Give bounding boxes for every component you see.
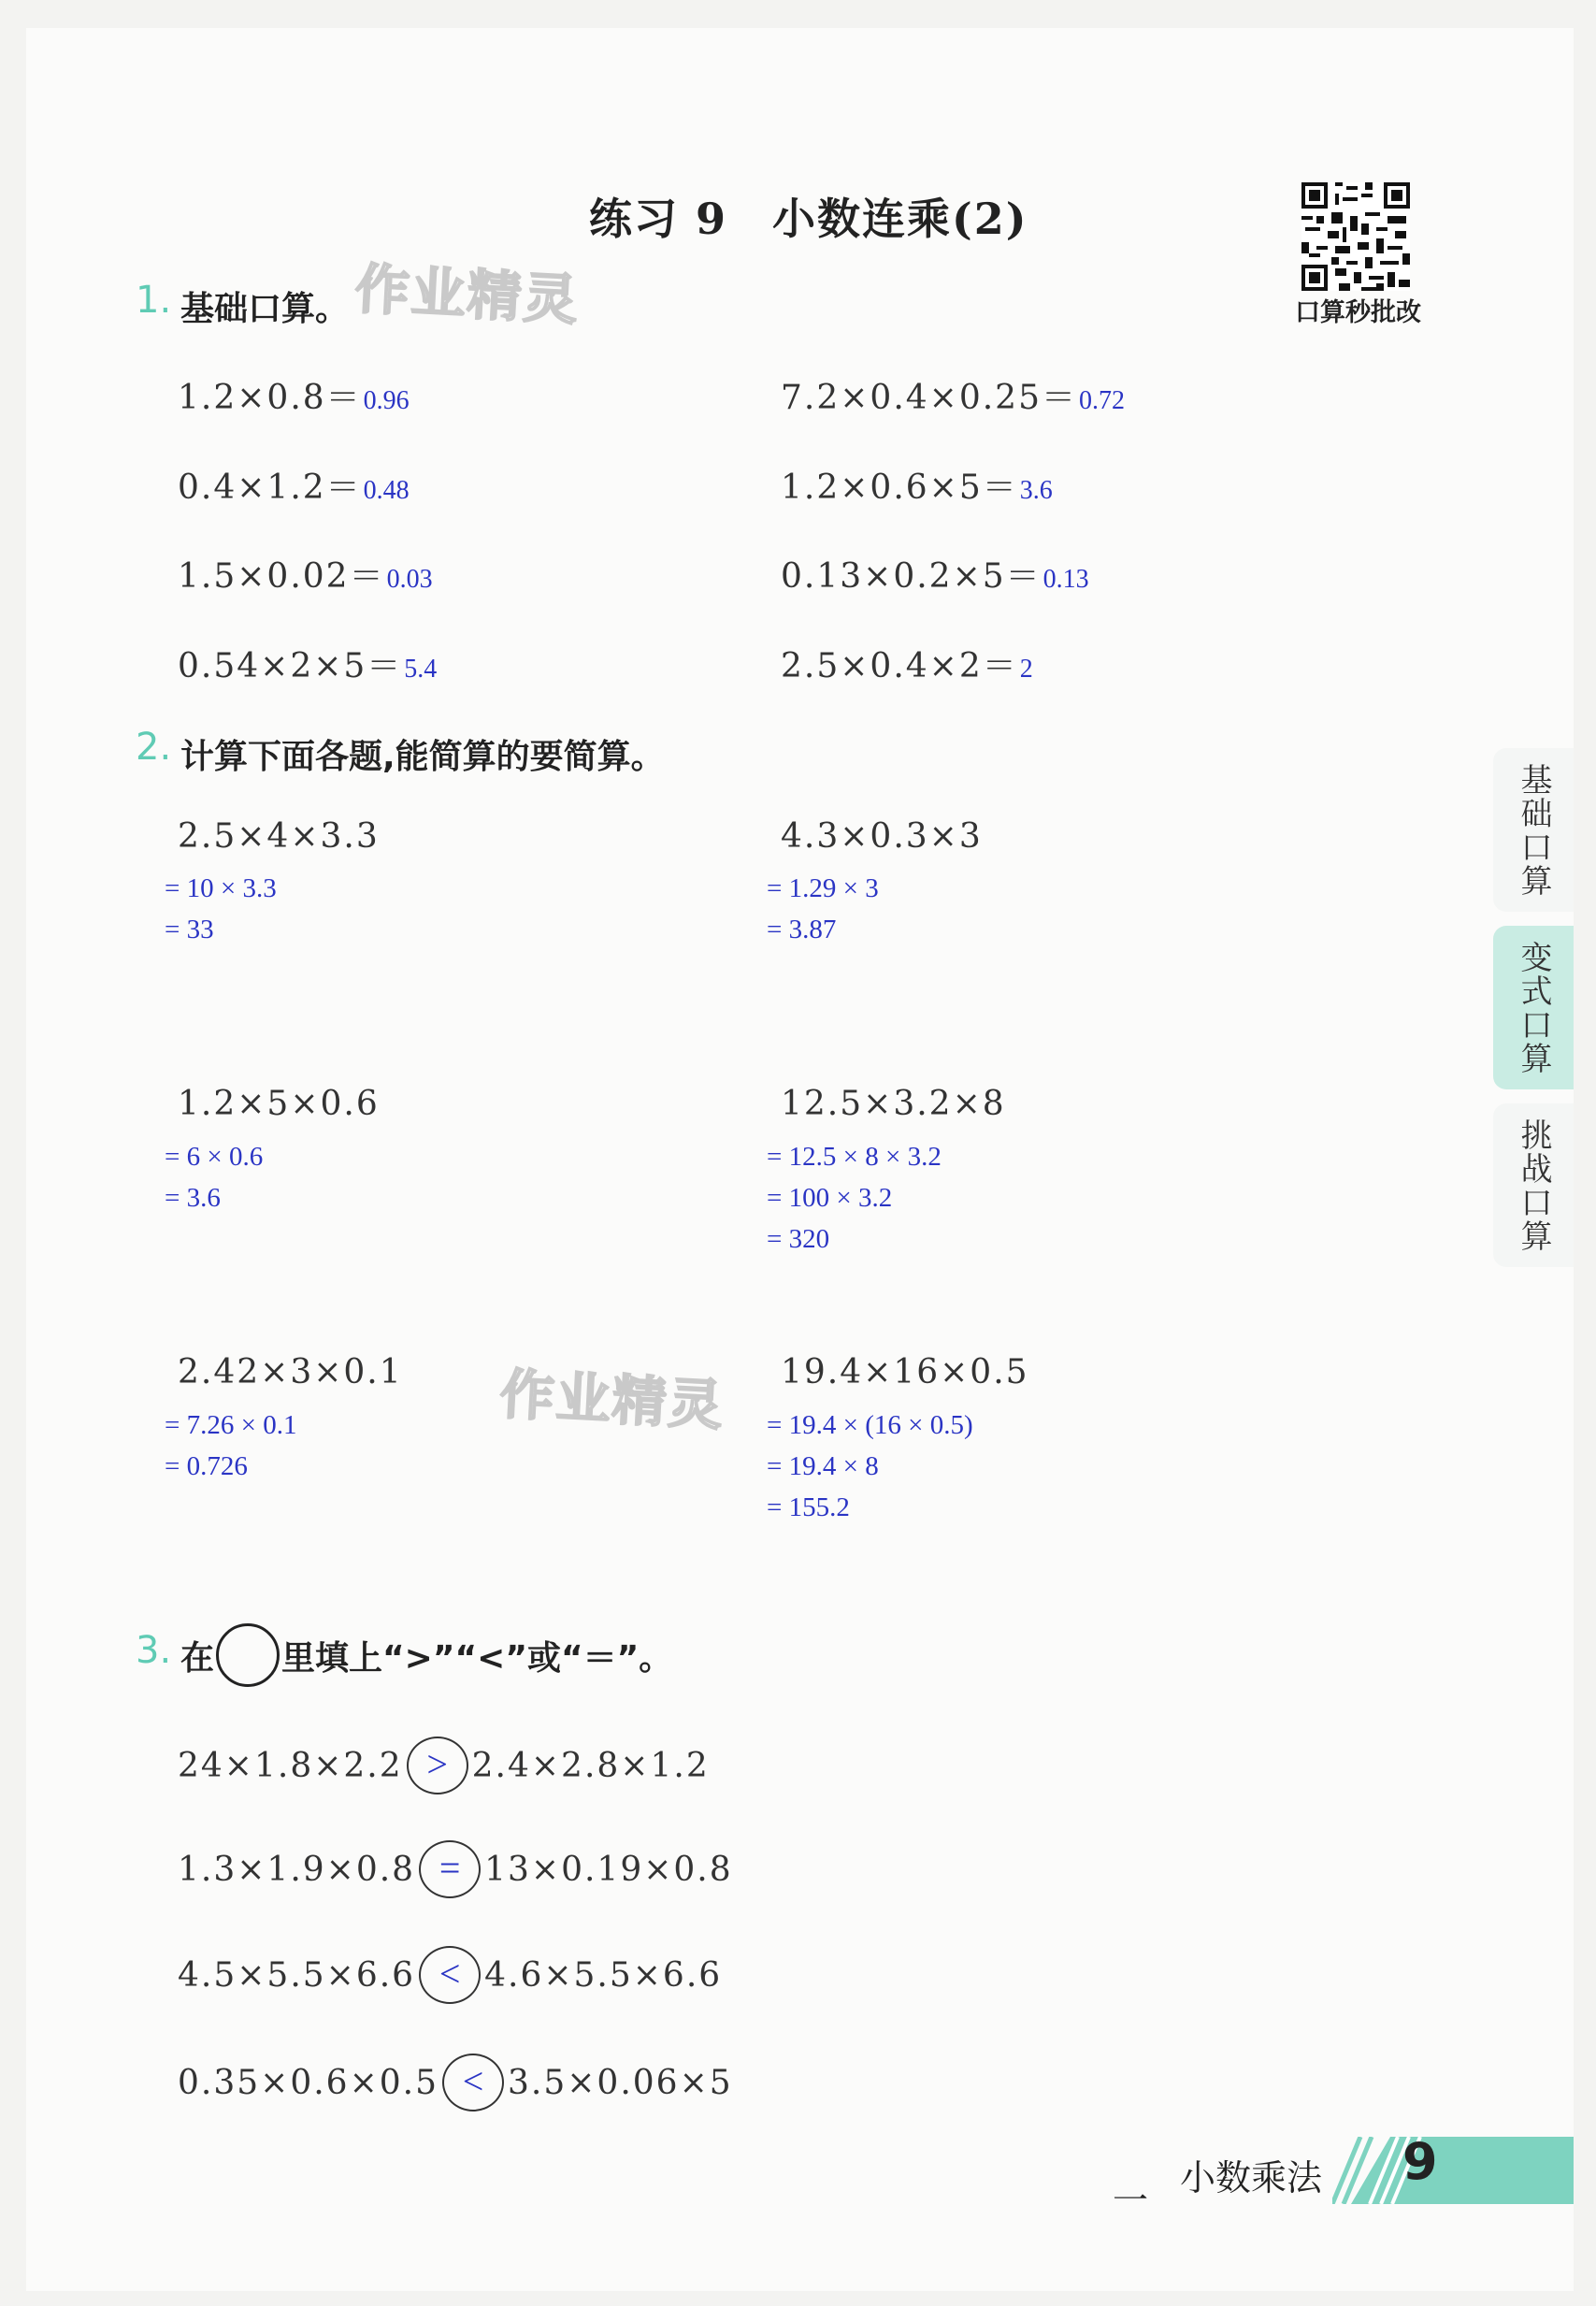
qr-code-icon — [1301, 182, 1410, 291]
expression: 0.54×2×5＝ — [178, 647, 403, 685]
tab-challenge-mental-math[interactable]: 挑战口算 — [1493, 1103, 1574, 1267]
s2-problem-3: 1.2×5×0.6 — [178, 1085, 380, 1123]
footer-dash: 一 — [1113, 2180, 1149, 2221]
left-expression: 1.3×1.9×0.8 — [178, 1850, 416, 1889]
watermark-2: 作业精灵 — [498, 1362, 726, 1438]
s1-right-2 — [781, 461, 1053, 509]
left-expression: 24×1.8×2.2 — [178, 1746, 403, 1785]
s2-p5-step-2: = 0.726 — [165, 1451, 248, 1481]
page-number: 9 — [1402, 2132, 1438, 2191]
s2-problem-6: 19.4×16×0.5 — [781, 1353, 1029, 1391]
left-expression: 0.35×0.6×0.5 — [178, 2063, 439, 2102]
comparison-answer: < — [419, 1946, 481, 2004]
answer: 2 — [1019, 655, 1033, 684]
comparison-answer: < — [442, 2054, 504, 2111]
s2-p3-step-1: = 6 × 0.6 — [165, 1142, 264, 1172]
s2-p4-step-1: = 12.5 × 8 × 3.2 — [767, 1142, 942, 1172]
s2-problem-1: 2.5×4×3.3 — [178, 817, 380, 856]
answer: 0.03 — [386, 565, 433, 594]
expression: 2.5×0.4×2＝ — [781, 647, 1018, 685]
right-expression: 2.4×2.8×1.2 — [471, 1746, 710, 1785]
section1-title: 基础口算。 — [180, 290, 350, 328]
s2-p2-step-1: = 1.29 × 3 — [767, 873, 879, 903]
right-expression: 13×0.19×0.8 — [484, 1850, 733, 1889]
s1-left-1 — [178, 371, 410, 419]
section2-title: 计算下面各题,能简算的要简算。 — [180, 738, 665, 776]
comparison-answer: = — [419, 1840, 481, 1898]
qr-label: 口算秒批改 — [1295, 298, 1421, 327]
answer: 0.96 — [363, 386, 410, 415]
left-expression: 4.5×5.5×6.6 — [178, 1955, 416, 1995]
s2-p6-step-2: = 19.4 × 8 — [767, 1451, 879, 1481]
blank-circle-icon — [216, 1623, 280, 1687]
s3-row-4 — [178, 2054, 733, 2111]
s3-row-1 — [178, 1737, 710, 1794]
s2-p1-step-2: = 33 — [165, 915, 214, 944]
answer: 3.6 — [1019, 476, 1053, 505]
s2-p5-step-1: = 7.26 × 0.1 — [165, 1410, 297, 1440]
s3-row-3 — [178, 1946, 722, 2004]
s1-left-2 — [178, 461, 410, 509]
expression: 1.2×0.8＝ — [178, 379, 362, 417]
section3-title — [180, 1623, 672, 1687]
s1-left-3 — [178, 550, 433, 598]
s2-problem-4: 12.5×3.2×8 — [781, 1085, 1006, 1123]
expression: 0.13×0.2×5＝ — [781, 557, 1042, 596]
s1-right-1 — [781, 371, 1125, 419]
s2-p6-step-3: = 155.2 — [767, 1492, 850, 1522]
s2-problem-5: 2.42×3×0.1 — [178, 1353, 403, 1391]
right-expression: 4.6×5.5×6.6 — [484, 1955, 723, 1995]
section3-number: 3. — [136, 1629, 172, 1672]
right-expression: 3.5×0.06×5 — [508, 2063, 733, 2102]
s3-row-2 — [178, 1840, 733, 1898]
watermark-1: 作业精灵 — [353, 256, 582, 333]
answer: 0.13 — [1042, 565, 1089, 594]
expression: 7.2×0.4×0.25＝ — [781, 379, 1077, 417]
s1-left-4 — [178, 640, 437, 687]
s1-right-4 — [781, 640, 1033, 687]
section3-title-prefix: 在 — [180, 1638, 215, 1678]
footer-chapter-label: 小数乘法 — [1180, 2157, 1323, 2198]
answer: 0.72 — [1079, 386, 1125, 415]
expression: 1.5×0.02＝ — [178, 557, 385, 596]
footer-stripe-band — [1332, 2137, 1574, 2204]
page-title: 练习 9 小数连乘(2) — [589, 194, 1028, 244]
s2-p1-step-1: = 10 × 3.3 — [165, 873, 277, 903]
s2-p4-step-2: = 100 × 3.2 — [767, 1183, 893, 1213]
s2-p4-step-3: = 320 — [767, 1224, 830, 1254]
section3-title-suffix: 里填上“>”“<”或“＝”。 — [281, 1638, 673, 1678]
section2-number: 2. — [136, 726, 172, 769]
s1-right-3 — [781, 550, 1089, 598]
expression: 1.2×0.6×5＝ — [781, 468, 1018, 507]
expression: 0.4×1.2＝ — [178, 468, 362, 507]
answer: 5.4 — [404, 655, 438, 684]
section1-number: 1. — [136, 279, 172, 322]
answer: 0.48 — [363, 476, 410, 505]
comparison-answer: > — [407, 1737, 468, 1794]
s2-problem-2: 4.3×0.3×3 — [781, 817, 983, 856]
s2-p3-step-2: = 3.6 — [165, 1183, 221, 1213]
s2-p6-step-1: = 19.4 × (16 × 0.5) — [767, 1410, 973, 1440]
tab-variant-mental-math[interactable]: 变式口算 — [1493, 926, 1574, 1089]
tab-basic-mental-math[interactable]: 基础口算 — [1493, 748, 1574, 912]
s2-p2-step-2: = 3.87 — [767, 915, 837, 944]
